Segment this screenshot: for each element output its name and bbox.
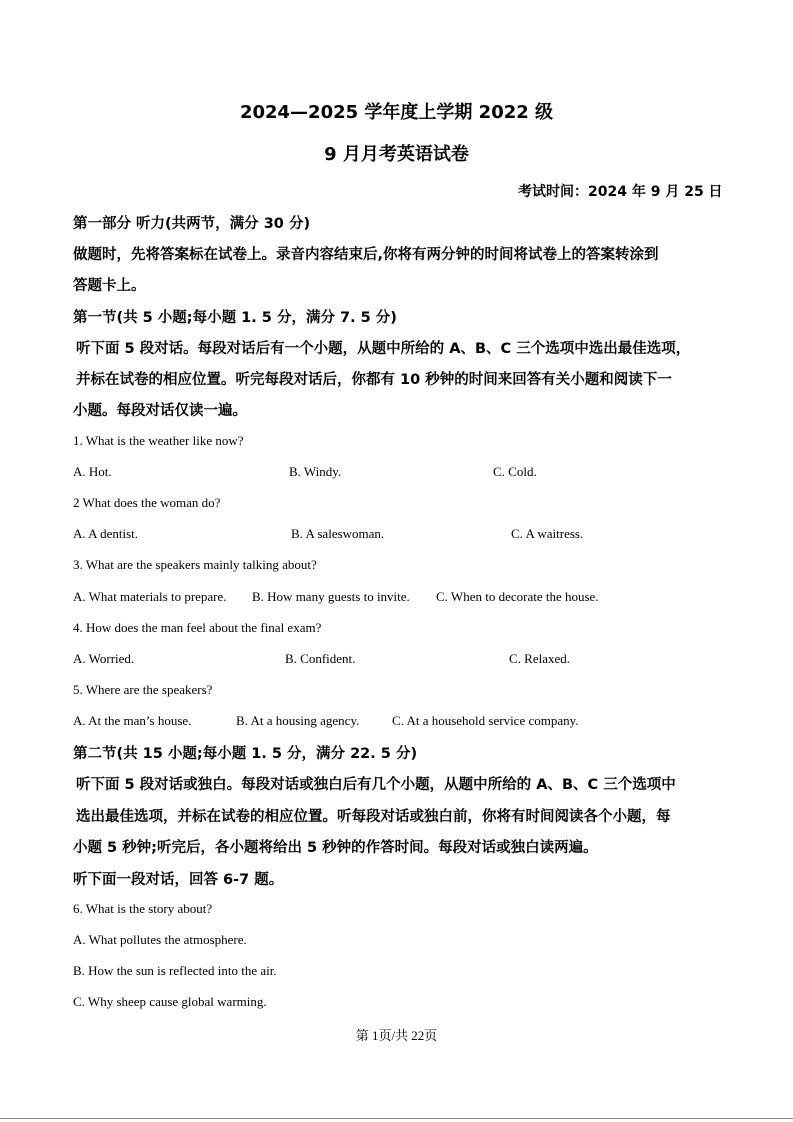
option-c: C. Cold. bbox=[493, 464, 537, 479]
option-b: B. Confident. bbox=[285, 651, 356, 666]
section1-instruction-line1: 听下面 5 段对话。每段对话后有一个小题，从题中所给的 A、B、C 三个选项中选出最佳选项， bbox=[76, 341, 691, 357]
section2-heading: 第二节(共 15 小题;每小题 1. 5 分，满分 22. 5 分) bbox=[73, 746, 418, 762]
option-c: C. When to decorate the house. bbox=[436, 589, 599, 604]
question-stem: 4. How does the man feel about the final exam? bbox=[73, 620, 322, 635]
exam-time: 考试时间：2024 年 9 月 25 日 bbox=[518, 184, 723, 200]
part1-instruction-line2: 答题卡上。 bbox=[73, 278, 146, 294]
option-b: B. How many guests to invite. bbox=[252, 589, 410, 604]
question-stem: 1. What is the weather like now? bbox=[73, 433, 244, 448]
question-stem: 2 What does the woman do? bbox=[73, 495, 221, 510]
option-a: A. Hot. bbox=[73, 464, 112, 479]
part1-heading: 第一部分 听力(共两节，满分 30 分) bbox=[73, 216, 311, 232]
section2-instruction-line3: 小题 5 秒钟;听完后，各小题将给出 5 秒钟的作答时间。每段对话或独白读两遍。 bbox=[73, 840, 598, 856]
option-c: C. Why sheep cause global warming. bbox=[73, 994, 267, 1009]
exam-title-line1: 2024—2025 学年度上学期 2022 级 bbox=[239, 102, 554, 123]
question-stem: 3. What are the speakers mainly talking about? bbox=[73, 557, 317, 572]
option-a: A. What pollutes the atmosphere. bbox=[73, 932, 247, 947]
option-b: B. At a housing agency. bbox=[236, 713, 360, 728]
section1-instruction-line2: 并标在试卷的相应位置。听完每段对话后，你都有 10 秒钟的时间来回答有关小题和阅读下一 bbox=[76, 372, 672, 388]
question-stem: 6. What is the story about? bbox=[73, 901, 213, 916]
listen-prompt: 听下面一段对话，回答 6-7 题。 bbox=[73, 872, 284, 888]
section1-heading: 第一节(共 5 小题;每小题 1. 5 分，满分 7. 5 分) bbox=[73, 310, 397, 326]
option-a: A. At the man’s house. bbox=[73, 713, 192, 728]
option-b: B. Windy. bbox=[289, 464, 342, 479]
option-a: A. What materials to prepare. bbox=[73, 589, 227, 604]
option-b: B. A saleswoman. bbox=[291, 526, 385, 541]
part1-instruction-line1: 做题时，先将答案标在试卷上。录音内容结束后,你将有两分钟的时间将试卷上的答案转涂到 bbox=[73, 247, 659, 263]
section2-instruction-line2: 选出最佳选项，并标在试卷的相应位置。听每段对话或独白前，你将有时间阅读各个小题，每 bbox=[76, 809, 671, 825]
option-a: A. A dentist. bbox=[73, 526, 139, 541]
section1-instruction-line3: 小题。每段对话仅读一遍。 bbox=[73, 403, 247, 419]
option-c: C. Relaxed. bbox=[509, 651, 571, 666]
option-c: C. A waitress. bbox=[511, 526, 584, 541]
option-b: B. How the sun is reflected into the air. bbox=[73, 963, 277, 978]
question-stem: 5. Where are the speakers? bbox=[73, 682, 213, 697]
option-a: A. Worried. bbox=[73, 651, 135, 666]
section2-instruction-line1: 听下面 5 段对话或独白。每段对话或独白后有几个小题，从题中所给的 A、B、C 三个选项中 bbox=[76, 777, 676, 793]
page-number: 第 1页/共 22页 bbox=[355, 1028, 438, 1043]
exam-title-line2: 9 月月考英语试卷 bbox=[324, 144, 469, 165]
page-bottom-divider bbox=[0, 1118, 793, 1119]
option-c: C. At a household service company. bbox=[392, 713, 579, 728]
